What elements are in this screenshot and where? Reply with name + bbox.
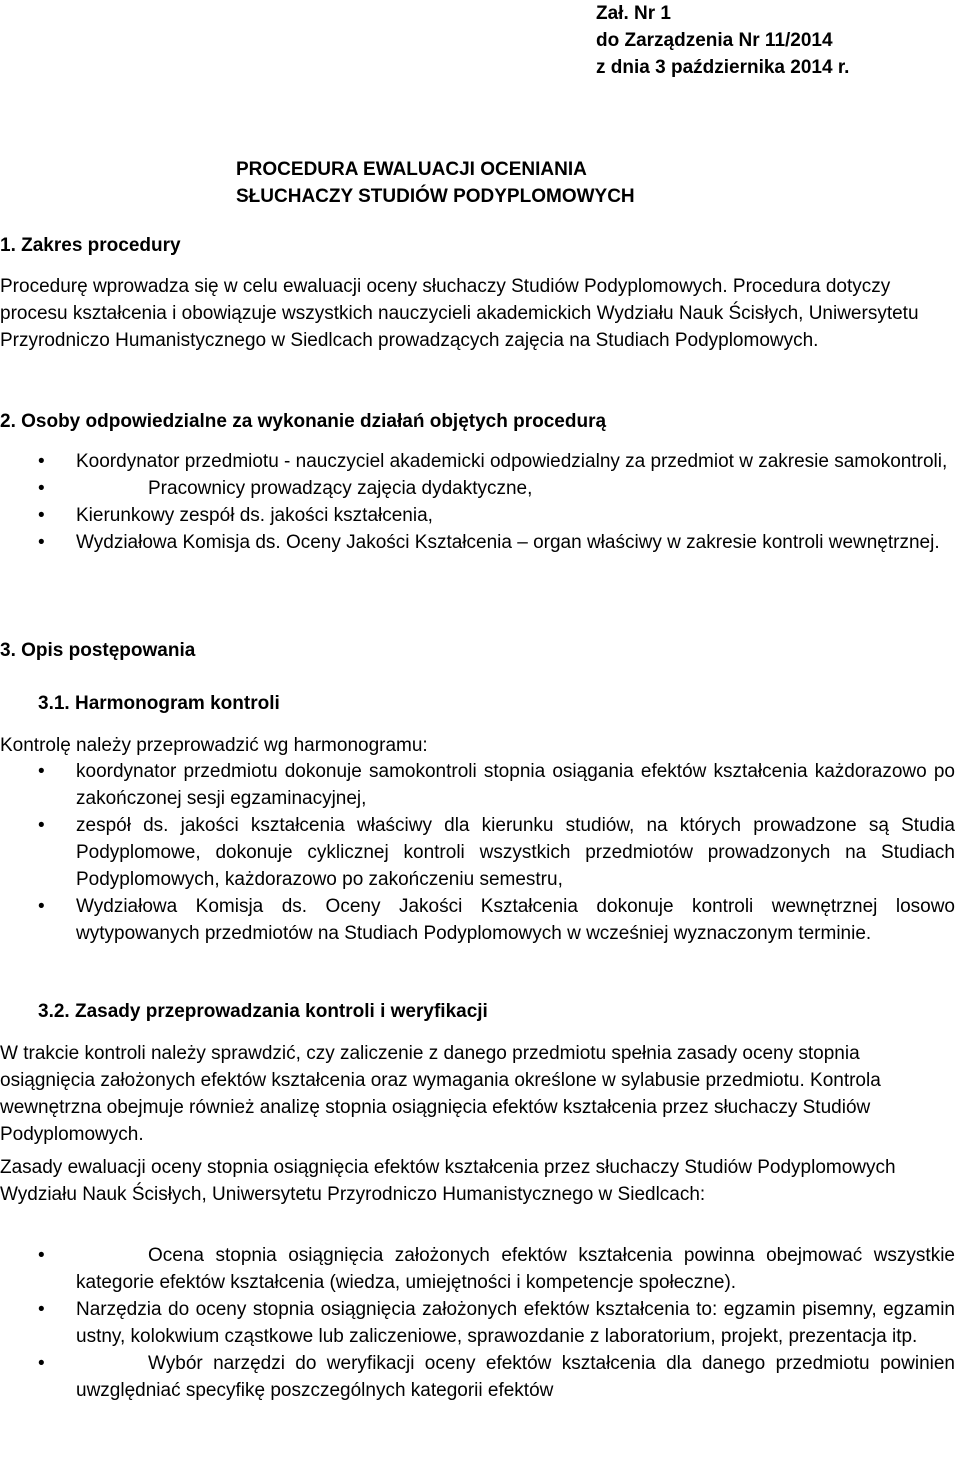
- verification-paragraph-2: Zasady ewaluacji oceny stopnia osiągnięcia efektów kształcenia przez słuchaczy Studiów Podyplomowych Wydziału Nauk Ścisłych, Uniwersytetu Przyrodniczo Humanistycznego w Siedlcach:: [0, 1157, 896, 1205]
- bullet-icon: •: [38, 478, 45, 499]
- title-line-2: SŁUCHACZY STUDIÓW PODYPLOMOWYCH: [236, 186, 635, 207]
- list-item: [0, 529, 955, 556]
- header-line-2: do Zarządzenia Nr 11/2014: [596, 30, 833, 51]
- list-item: [0, 1296, 955, 1350]
- section-3-heading: 3. Opis postępowania: [0, 640, 196, 661]
- list-item: [0, 1242, 955, 1296]
- list-item-text: Ocena stopnia osiągnięcia założonych efektów kształcenia powinna obejmować wszystkie kategorie efektów kształcenia (wiedza, umiejętności i kompetencje społeczne).: [76, 1245, 955, 1293]
- bullet-icon: •: [38, 532, 45, 553]
- attachment-header: [596, 0, 849, 81]
- section-3-2-heading: 3.2. Zasady przeprowadzania kontroli i weryfikacji: [38, 1001, 488, 1022]
- list-item: [0, 1350, 955, 1404]
- responsible-persons-list: [0, 448, 955, 556]
- section-2-heading: 2. Osoby odpowiedzialne za wykonanie działań objętych procedurą: [0, 411, 607, 432]
- list-item: [0, 812, 955, 893]
- bullet-icon: •: [38, 815, 45, 836]
- list-item: [0, 448, 955, 475]
- header-line-3: z dnia 3 października 2014 r.: [596, 57, 850, 78]
- list-item: [0, 502, 955, 529]
- list-item: [0, 893, 955, 947]
- list-item-text: Koordynator przedmiotu - nauczyciel akademicki odpowiedzialny za przedmiot w zakresie samokontroli,: [76, 451, 948, 472]
- section-1-heading: 1. Zakres procedury: [0, 235, 181, 256]
- list-item-text: Kierunkowy zespół ds. jakości kształcenia,: [76, 505, 433, 526]
- schedule-list: [0, 758, 955, 947]
- bullet-icon: •: [38, 896, 45, 917]
- section-1-text: Procedurę wprowadza się w celu ewaluacji oceny słuchaczy Studiów Podyplomowych. Procedura dotyczy procesu kształcenia i obowiązuje wszystkich nauczycieli akademickich Wydziału Nauk Ścisłych, Uniwersytetu Przyrodniczo Humanistycznego w Siedlcach prowadzących zajęcia na Studiach Podyplomowych.: [0, 276, 919, 351]
- list-item-text: koordynator przedmiotu dokonuje samokontroli stopnia osiągania efektów kształcenia każdorazowo po zakończonej sesji egzaminacyjnej,: [76, 761, 955, 809]
- bullet-icon: •: [38, 1299, 45, 1320]
- verification-paragraph-1: W trakcie kontroli należy sprawdzić, czy zaliczenie z danego przedmiotu spełnia zasady oceny stopnia osiągnięcia założonych efektów kształcenia oraz wymagania określone w sylabusie przedmiotu. Kontrola wewnętrzna obejmuje również analizę stopnia osiągnięcia efektów kształcenia przez słuchaczy Studiów Podyplomowych.: [0, 1043, 881, 1145]
- list-item-text: Narzędzia do oceny stopnia osiągnięcia założonych efektów kształcenia to: egzamin pisemny, egzamin ustny, kolokwium cząstkowe lub zaliczeniowe, sprawozdanie z laboratorium, projekt, prezentacja itp.: [76, 1299, 955, 1347]
- evaluation-rules-list: [0, 1242, 955, 1404]
- list-item-text: Wybór narzędzi do weryfikacji oceny efektów kształcenia dla danego przedmiotu powinien uwzględniać specyfikę poszczególnych kategorii efektów: [76, 1353, 955, 1401]
- list-item-text: Pracownicy prowadzący zajęcia dydaktyczne,: [148, 478, 533, 499]
- list-item-text: zespół ds. jakości kształcenia właściwy dla kierunku studiów, na których prowadzone są Studia Podyplomowe, dokonuje cyklicznej kontroli wszystkich przedmiotów prowadzonych na Studiach Podyplomowych, każdorazowo po zakończeniu semestru,: [76, 815, 955, 890]
- section-3-1-heading: 3.1. Harmonogram kontroli: [38, 693, 280, 714]
- list-item-text: Wydziałowa Komisja ds. Oceny Jakości Kształcenia dokonuje kontroli wewnętrznej losowo wytypowanych przedmiotów na Studiach Podyplomowych w wcześniej wyznaczonym terminie.: [76, 896, 955, 944]
- schedule-intro: Kontrolę należy przeprowadzić wg harmonogramu:: [0, 735, 428, 756]
- list-item: [0, 475, 955, 502]
- bullet-icon: •: [38, 505, 45, 526]
- list-item-text: Wydziałowa Komisja ds. Oceny Jakości Kształcenia – organ właściwy w zakresie kontroli wewnętrznej.: [76, 532, 940, 553]
- bullet-icon: •: [38, 1353, 45, 1374]
- bullet-icon: •: [38, 761, 45, 782]
- title-line-1: PROCEDURA EWALUACJI OCENIANIA: [236, 159, 587, 180]
- bullet-icon: •: [38, 451, 45, 472]
- header-line-1: Zał. Nr 1: [596, 3, 671, 24]
- bullet-icon: •: [38, 1245, 45, 1266]
- document-title: [236, 156, 635, 210]
- list-item: [0, 758, 955, 812]
